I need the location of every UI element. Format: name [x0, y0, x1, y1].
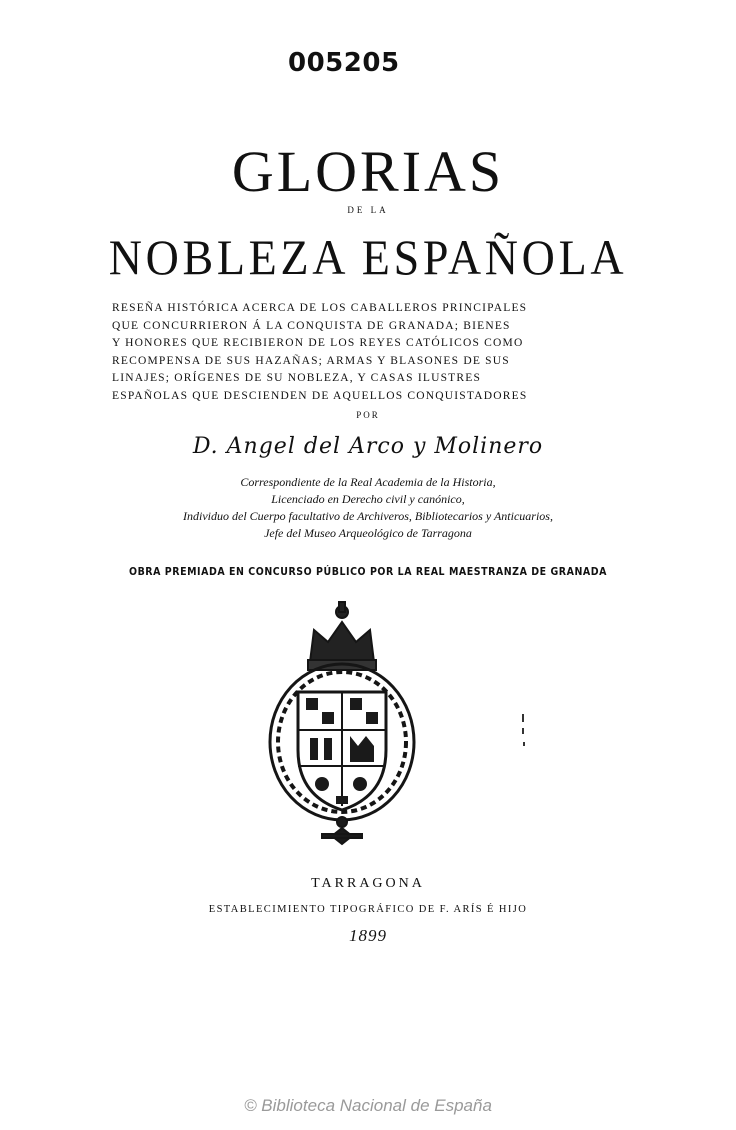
title-line-1: GLORIAS — [231, 139, 505, 204]
catalog-number: 005205 — [288, 48, 400, 78]
subtitle-line: QUE CONCURRIERON Á LA CONQUISTA DE GRANADA; BIENES — [112, 319, 511, 332]
author-credentials — [0, 474, 736, 542]
by-label: POR — [356, 410, 380, 420]
credential-line: Correspondiente de la Real Academia de la Historia, — [240, 475, 496, 489]
subtitle-description — [112, 300, 590, 405]
subtitle-line: ESPAÑOLAS QUE DESCIENDEN DE AQUELLOS CONQUISTADORES — [112, 389, 528, 402]
subtitle-line: RECOMPENSA DE SUS HAZAÑAS; ARMAS Y BLASONES DE SUS — [112, 354, 510, 367]
library-copyright: © Biblioteca Nacional de España — [244, 1096, 492, 1115]
royal-coat-of-arms-icon — [262, 600, 422, 852]
title-line-2: NOBLEZA ESPAÑOLA — [108, 229, 628, 285]
credential-line: Jefe del Museo Arqueológico de Tarragona — [264, 526, 472, 540]
title-connector: DE LA — [347, 205, 389, 215]
author-name: D. Angel del Arco y Molinero — [192, 434, 544, 459]
subtitle-line: Y HONORES QUE RECIBIERON DE LOS REYES CATÓLICOS COMO — [112, 337, 524, 349]
subtitle-line: RESEÑA HISTÓRICA ACERCA DE LOS CABALLEROS PRINCIPALES — [112, 302, 528, 314]
subtitle-line: LINAJES; ORÍGENES DE SU NOBLEZA, Y CASAS ILUSTRES — [112, 372, 482, 384]
credential-line: Licenciado en Derecho civil y canónico, — [271, 492, 465, 506]
award-note: OBRA PREMIADA EN CONCURSO PÚBLICO POR LA REAL MAESTRANZA DE GRANADA — [128, 566, 607, 578]
printer-name: ESTABLECIMIENTO TIPOGRÁFICO DE F. ARÍS É HIJO — [208, 904, 528, 915]
publication-year: 1899 — [349, 926, 387, 945]
credential-line: Individuo del Cuerpo facultativo de Archiveros, Bibliotecarios y Anticuarios, — [183, 509, 553, 523]
page-speck-marks — [518, 714, 528, 754]
publication-city: TARRAGONA — [311, 876, 425, 891]
